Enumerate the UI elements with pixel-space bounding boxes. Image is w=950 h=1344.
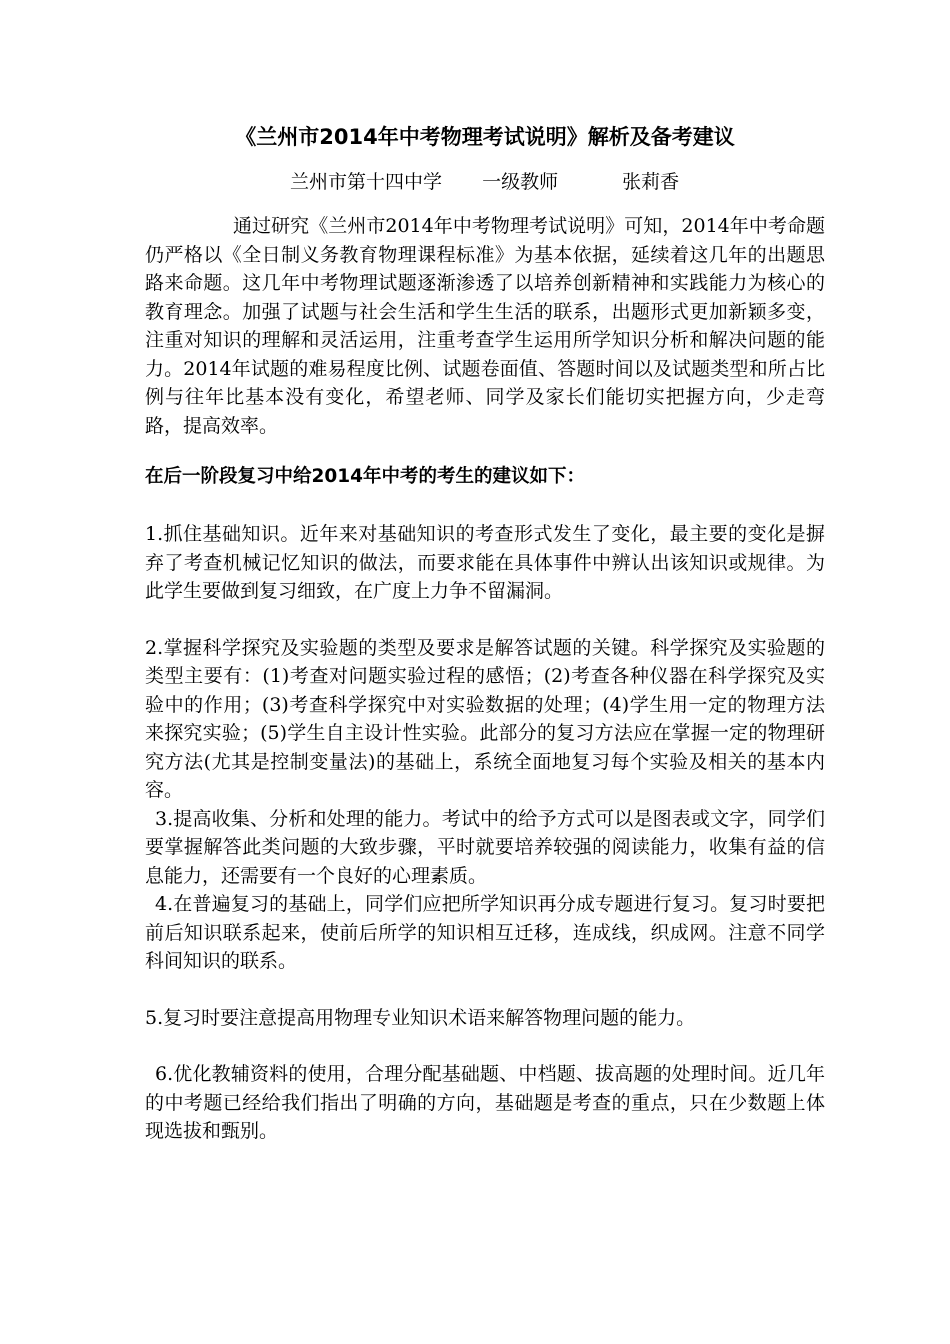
document-title: 《兰州市2014年中考物理考试说明》解析及备考建议 <box>235 125 735 149</box>
advice-item-2: 2.掌握科学探究及实验题的类型及要求是解答试题的关键。科学探究及实验题的类型主要有：(1)考查对问题实验过程的感悟；(2)考查各种仪器在科学探究及实验中的作用；(3)考查科学探究中对实验数据的处理；(4)学生用一定的物理方法来探究实验；(5)学生自主设计性实验。此部分的复习方法应在掌握一定的物理研究方法(尤其是控制变量法)的基础上，系统全面地复习每个实验及相关的基本内容。 <box>145 636 825 801</box>
advice-item-3: 3.提高收集、分析和处理的能力。考试中的给予方式可以是图表或文字，同学们要掌握解答此类问题的大致步骤，平时就要培养较强的阅读能力，收集有益的信息能力，还需要有一个良好的心理素质。 <box>145 807 825 887</box>
advice-item-1: 1.抓住基础知识。近年来对基础知识的考查形式发生了变化，最主要的变化是摒弃了考查机械记忆知识的做法，而要求能在具体事件中辨认出该知识或规律。为此学生要做到复习细致，在广度上力争不留漏洞。 <box>145 523 825 602</box>
author-line <box>290 166 825 198</box>
advice-item-6: 6.优化教辅资料的使用，合理分配基础题、中档题、拔高题的处理时间。近几年的中考题已经给我们指出了明确的方向，基础题是考查的重点，只在少数题上体现选拔和甄别。 <box>145 1063 825 1142</box>
document-page <box>145 120 825 1146</box>
author-school: 兰州市第十四中学 <box>290 171 443 193</box>
section-heading: 在后一阶段复习中给2014年中考的考生的建议如下： <box>145 466 585 487</box>
author-name: 张莉香 <box>622 171 680 193</box>
intro-paragraph: 通过研究《兰州市2014年中考物理考试说明》可知，2014年中考命题仍严格以《全日制义务教育物理课程标准》为基本依据，延续着这几年的出题思路来命题。这几年中考物理试题逐渐渗透了以培养创新精神和实践能力为核心的教育理念。加强了试题与社会生活和学生生活的联系，出题形式更加新颖多变，注重对知识的理解和灵活运用，注重考查学生运用所学知识分析和解决问题的能力。2014年试题的难易程度比例、试题卷面值、答题时间以及试题类型和所占比例与往年比基本没有变化，希望老师、同学及家长们能切实把握方向，少走弯路，提高效率。 <box>145 215 825 437</box>
advice-item-4: 4.在普遍复习的基础上，同学们应把所学知识再分成专题进行复习。复习时要把前后知识联系起来，使前后所学的知识相互迁移，连成线，织成网。注意不同学科间知识的联系。 <box>145 893 825 972</box>
author-rank: 一级教师 <box>482 171 559 193</box>
advice-item-5: 5.复习时要注意提高用物理专业知识术语来解答物理问题的能力。 <box>145 1006 696 1029</box>
